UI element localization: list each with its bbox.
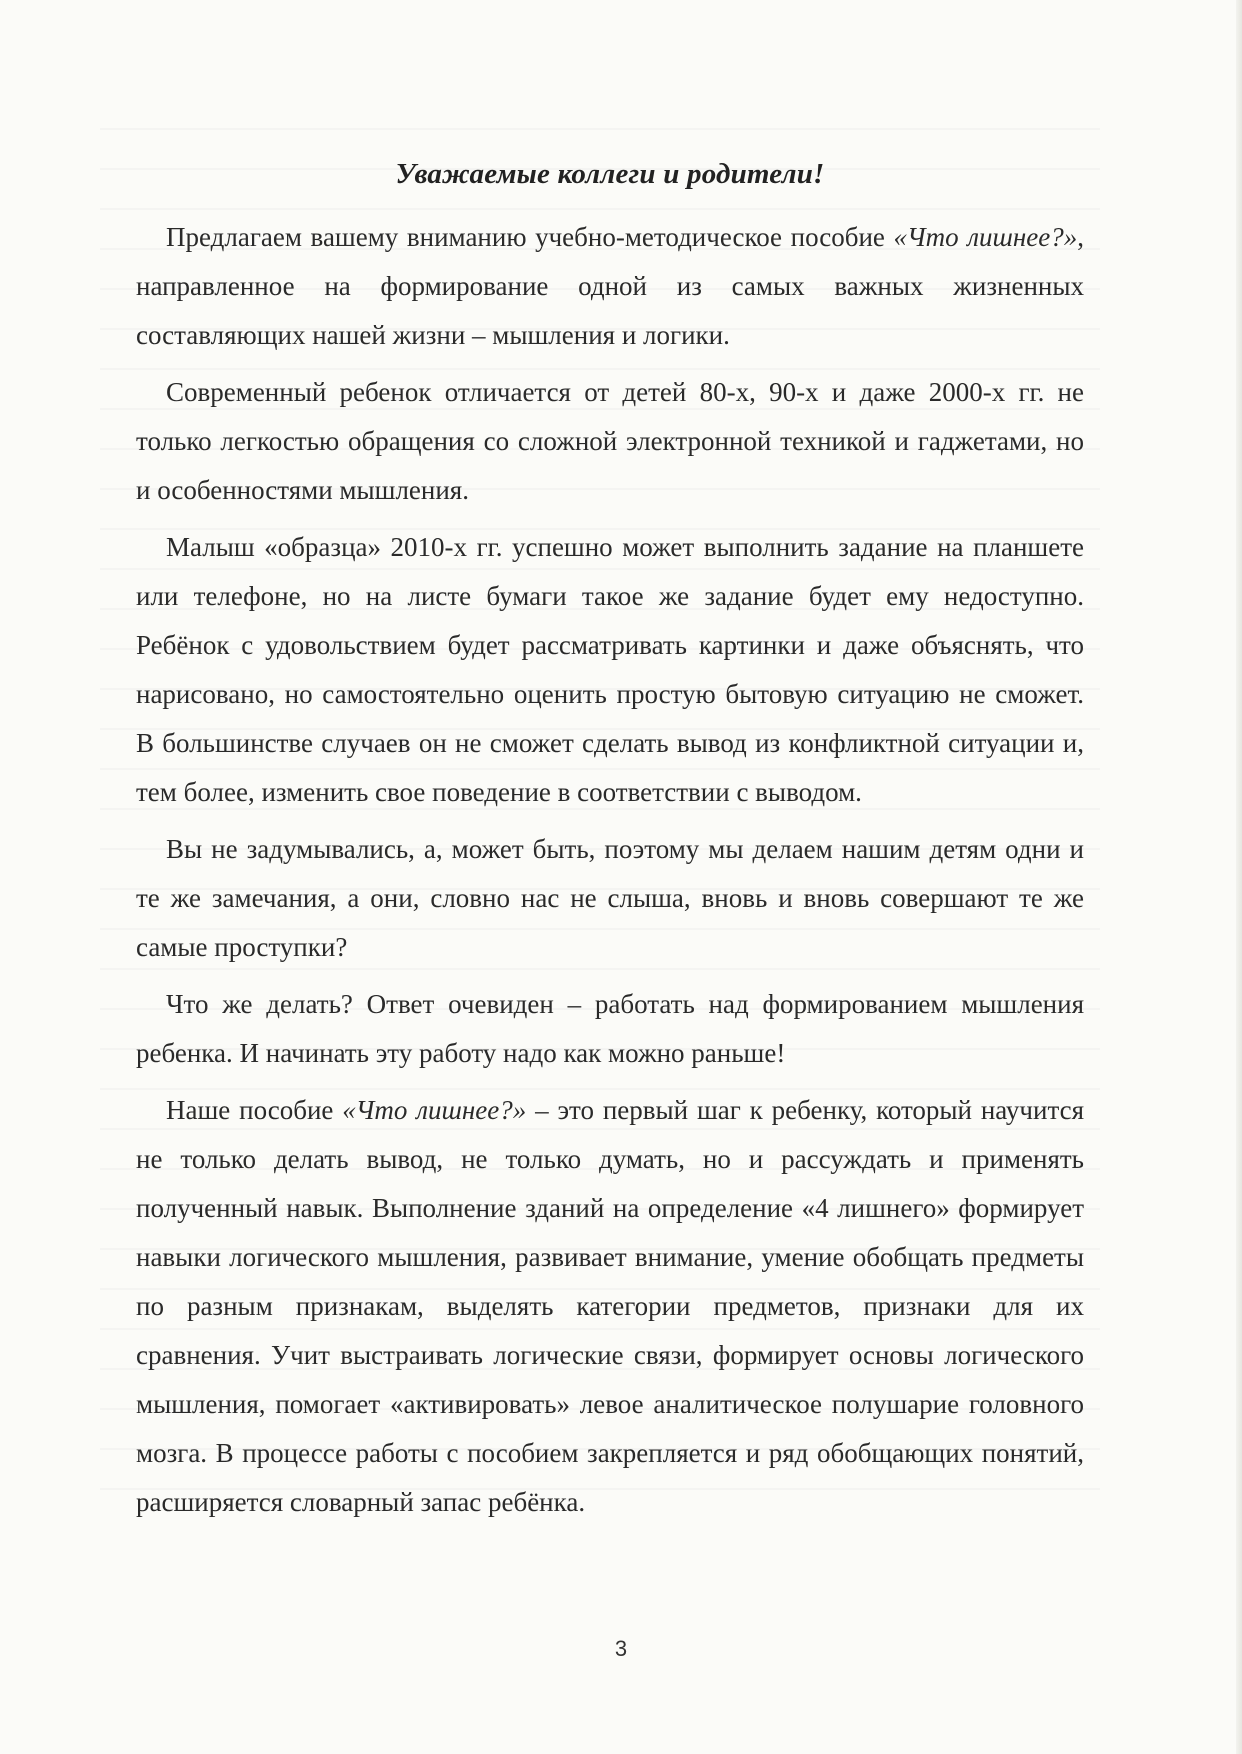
paragraph-intro	[136, 213, 1084, 360]
book-title-italic: «Что лишнее?»	[893, 222, 1078, 252]
page-edge	[1236, 0, 1242, 1754]
book-title-italic-2: «Что лишнее?»	[342, 1095, 527, 1125]
paragraph-manual-description	[136, 1086, 1084, 1527]
page-title: Уважаемые коллеги и родители!	[395, 158, 825, 190]
paragraph-2010s-child: Малыш «образца» 2010-х гг. успешно может выполнить задание на планшете или телефоне, но на листе бумаги такое же задание будет ему недоступно. Ребёнок с удовольствием будет рассматривать картинки и даже объяснять, что нарисовано, но самостоятельно оценить простую бытовую ситуацию не сможет. В большинстве случаев он не сможет сделать вывод из конфликтной ситуации и, тем более, изменить свое поведение в соответствии с выводом.	[136, 532, 1084, 807]
paragraph-modern-child: Современный ребенок отличается от детей 80-х, 90-х и даже 2000-х гг. не только легкостью обращения со сложной электронной техникой и гаджетами, но и особенностями мышления.	[136, 377, 1084, 505]
page-number: 3	[614, 1636, 628, 1661]
paragraph-intro-text-b: , направленное на формирование одной из самых важных жизненных составляющих нашей жизни – мышления и логики.	[136, 222, 1084, 350]
paragraph-answer: Что же делать? Ответ очевиден – работать над формированием мышления ребенка. И начинать эту работу надо как можно раньше!	[136, 989, 1084, 1068]
paragraph-intro-text-a: Предлагаем вашему вниманию учебно-методическое пособие	[166, 222, 894, 252]
paragraph-manual-text-b: – это первый шаг к ребенку, который научится не только делать вывод, не только думать, но и рассуждать и применять полученный навык. Выполнение зданий на определение «4 лишнего» формирует навыки логического мышления, развивает внимание, умение обобщать предметы по разным признакам, выделять категории предметов, признаки для их сравнения. Учит выстраивать логические связи, формирует основы логического мышления, помогает «активировать» левое аналитическое полушарие головного мозга. В процессе работы с пособием закрепляется и ряд обобщающих понятий, расширяется словарный запас ребёнка.	[136, 1095, 1084, 1517]
paragraph-question: Вы не задумывались, а, может быть, поэтому мы делаем нашим детям одни и те же замечания, а они, словно нас не слыша, вновь и вновь совершают те же самые проступки?	[136, 834, 1084, 962]
paragraph-manual-text-a: Наше пособие	[166, 1095, 343, 1125]
document-body	[136, 158, 1084, 1535]
